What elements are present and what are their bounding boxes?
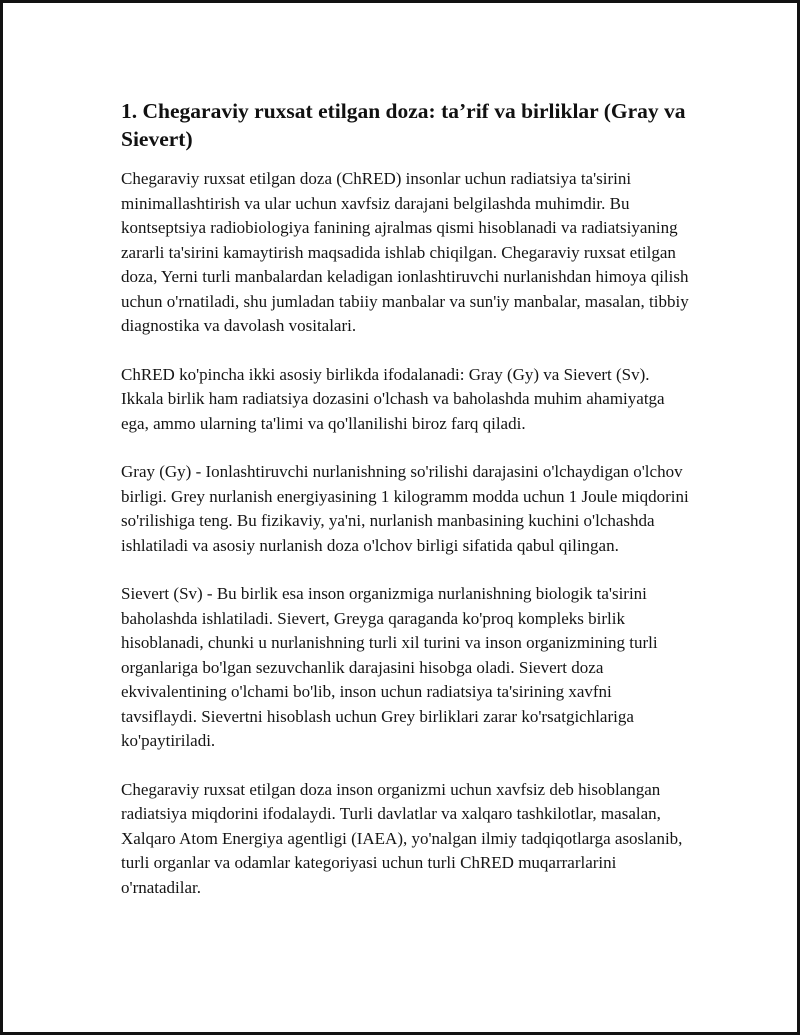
paragraph-safe-dose-limits: Chegaraviy ruxsat etilgan doza inson organizmi uchun xavfsiz deb hisoblangan radiatsiya miqdorini ifodalaydi. Turli davlatlar va xalqaro tashkilotlar, masalan, Xalqaro Atom Energiya agentligi (IAEA), yo'nalgan ilmiy tadqiqotlarga asoslanib, turli organlar va odamlar kategoriyasi uchun turli ChRED muqarrarlarini o'rnatadilar.: [121, 779, 683, 897]
paragraph-units-overview: ChRED ko'pincha ikki asosiy birlikda ifodalanadi: Gray (Gy) va Sievert (Sv). Ikkala birlik ham radiatsiya dozasini o'lchash va baholashda muhim ahamiyatga ega, ammo ularning ta'limi va qo'llanilishi biroz farq qiladi.: [121, 364, 665, 433]
paragraph-sievert-unit: Sievert (Sv) - Bu birlik esa inson organizmiga nurlanishning biologik ta'sirini baholashda ishlatiladi. Sievert, Greyga qaraganda ko'proq kompleks birlik hisoblanadi, chunki u nurlanishning turli xil turini va inson organizmining turli organlariga bo'lgan sezuvchanlik darajasini hisobga oladi. Sievert doza ekvivalentining o'lchami bo'lib, inson uchun radiatsiya ta'sirining xavfni tavsiflaydi. Sievertni hisoblash uchun Grey birliklari zarar ko'rsatgichlariga ko'paytiriladi.: [121, 584, 658, 750]
section-title: 1. Chegaraviy ruxsat etilgan doza: ta’rif va birliklar (Gray va Sievert): [121, 99, 686, 151]
paragraph-gray-unit: Gray (Gy) - Ionlashtiruvchi nurlanishning so'rilishi darajasini o'lchaydigan o'lchov birligi. Grey nurlanish energiyasining 1 kilogramm modda uchun 1 Joule miqdorini so'rilishiga teng. Bu fizikaviy, ya'ni, nurlanish manbasining kuchini o'lchashda ishlatiladi va asosiy nurlanish doza o'lchov birligi sifatida qabul qilingan.: [121, 462, 689, 555]
paragraph-chred-definition: Chegaraviy ruxsat etilgan doza (ChRED) insonlar uchun radiatsiya ta'sirini minimallashtirish va ular uchun xavfsiz darajani belgilashda muhimdir. Bu kontseptsiya radiobiologiya fanining ajralmas qismi hisoblanadi va radiatsiyaning zararli ta'sirini kamaytirish maqsadida ishlab chiqilgan. Chegaraviy ruxsat etilgan doza, Yerni turli manbalardan keladigan ionlashtiruvchi nurlanishdan himoya qilish uchun o'rnatiladi, shu jumladan tabiiy manbalar va sun'iy manbalar, masalan, tibbiy diagnostika va davolash vositalari.: [121, 169, 689, 335]
document-body: [121, 97, 691, 924]
